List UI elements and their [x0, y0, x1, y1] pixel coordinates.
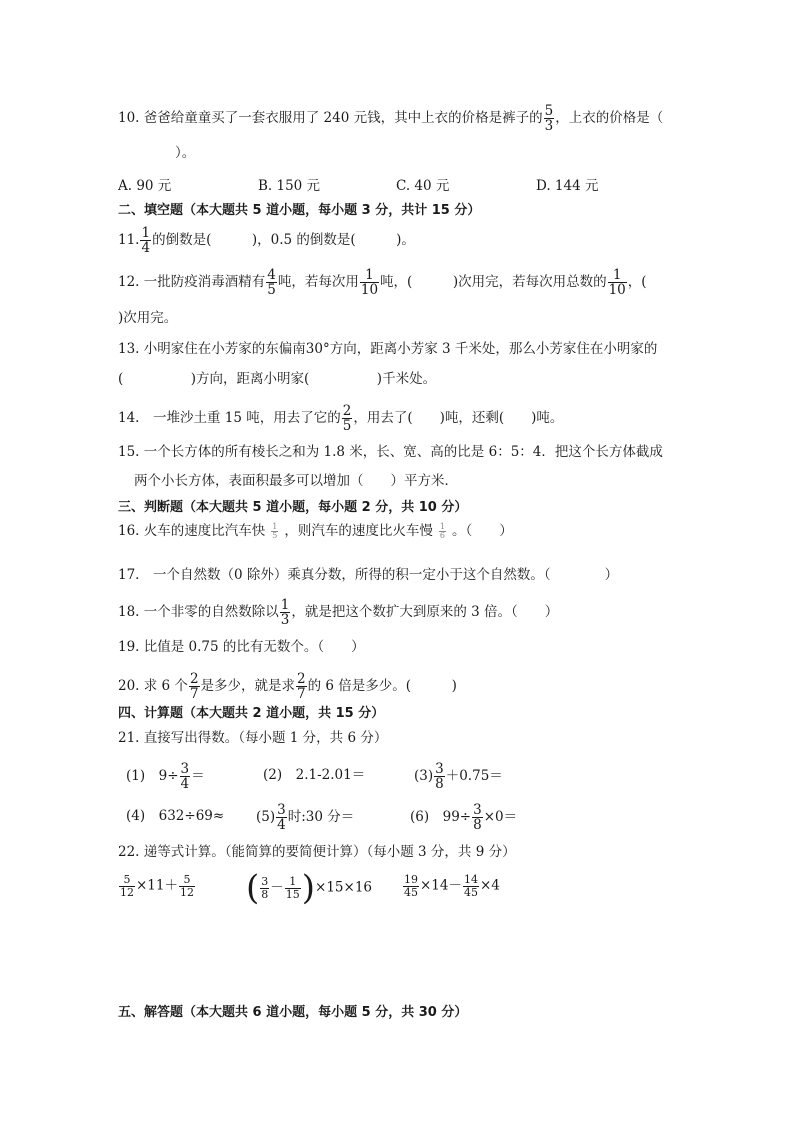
question-18: 18. 一个非零的自然数除以 $\frac{1}{3}$ ，就是把这个数扩大到原来的 3 倍。（ ）: [118, 597, 559, 629]
q11-fraction: $\frac{1}{4}$: [141, 225, 151, 257]
q22-e1-fraction-2: $\frac{5}{12}$: [180, 873, 194, 899]
q21-item-3-fraction: $\frac{3}{8}$: [435, 761, 444, 793]
q21-item-5-fraction: $\frac{3}{4}$: [277, 802, 286, 834]
q12-fraction-3: $\frac{1}{10}$: [608, 267, 626, 299]
q21-item-3: (3) $\frac{3}{8}$ ＋0.75＝: [414, 761, 503, 793]
option-c[interactable]: C. 40 元: [396, 178, 450, 194]
question-10-options: [118, 177, 638, 195]
q16-fraction-1: $\frac{1}{5}$: [272, 521, 278, 540]
section-4-heading: 四、计算题（本大题共 2 道小题，共 15 分）: [118, 706, 385, 721]
section-3-heading: 三、判断题（本大题共 5 道小题，每小题 2 分，共 10 分）: [118, 500, 468, 515]
q12-fraction-2: $\frac{1}{10}$: [360, 267, 379, 299]
section-5-heading: 五、解答题（本大题共 6 道小题，每小题 5 分，共 30 分）: [118, 1005, 468, 1020]
q22-expression-2: ( $\frac{3}{8}$ － $\frac{1}{15}$ )×15×16: [246, 868, 373, 908]
q21-item-2: (2) 2.1-2.01＝: [263, 767, 366, 783]
question-19: 19. 比值是 0.75 的比有无数个。（ ）: [118, 639, 365, 655]
option-d[interactable]: D. 144 元: [536, 178, 599, 194]
q14-fraction: $\frac{2}{5}$: [342, 403, 352, 435]
q18-fraction: $\frac{1}{3}$: [280, 597, 290, 629]
question-13-line-2: ( )方向，距离小明家( )千米处。: [118, 371, 437, 387]
q22-e1-fraction-1: $\frac{5}{12}$: [120, 873, 134, 899]
q16-fraction-2: $\frac{1}{6}$: [439, 521, 445, 540]
question-11: 11. $\frac{1}{4}$ 的倒数是( )，0.5 的倒数是( )。: [118, 225, 415, 257]
q10-text: 10. 爸爸给童童买了一套衣服用了 240 元钱，其中上衣的价格是裤子的: [118, 110, 543, 127]
question-15-line-1: 15. 一个长方体的所有棱长之和为 1.8 米，长、宽、高的比是 6：5：4．把这个长方体截成: [118, 444, 663, 460]
question-22-title: 22. 递等式计算。（能简算的要简便计算）（每小题 3 分，共 9 分）: [118, 844, 516, 860]
question-14: 14. 一堆沙土重 15 吨，用去了它的 $\frac{2}{5}$ ，用去了( )吨，还剩( )吨。: [118, 403, 564, 435]
q21-item-1: (1) 9÷ $\frac{3}{4}$ ＝: [126, 761, 205, 793]
question-21-title: 21. 直接写出得数。（每小题 1 分，共 6 分）: [118, 730, 388, 746]
q22-e2-fraction-2: $\frac{1}{15}$: [285, 874, 300, 901]
q22-e3-fraction-1: $\frac{19}{45}$: [404, 873, 418, 899]
q21-item-4: (4) 632÷69≈: [126, 808, 225, 824]
left-parenthesis: (: [246, 868, 260, 908]
q22-e2-fraction-1: $\frac{3}{8}$: [261, 874, 269, 901]
q21-item-6-fraction: $\frac{3}{8}$: [473, 802, 482, 834]
question-12: 12. 一批防疫消毒酒精有 $\frac{4}{5}$ 吨，若每次用 $\frac{1}{10}$ 吨，( )次用完，若每次用总数的 $\frac{1}{10}$ ，(: [118, 267, 647, 299]
q20-fraction-1: $\frac{2}{7}$: [189, 671, 199, 703]
question-16: 16. 火车的速度比汽车快 $\frac{1}{5}$ ，则汽车的速度比火车慢 $\frac{1}{6}$ 。（ ）: [118, 521, 513, 540]
q21-item-1-fraction: $\frac{3}{4}$: [180, 761, 190, 793]
question-12-continuation: )次用完。: [118, 310, 178, 326]
q10-fraction: $\frac{5}{3}$: [544, 103, 554, 135]
q22-e3-fraction-2: $\frac{14}{45}$: [464, 873, 478, 899]
q21-item-6: (6) 99÷ $\frac{3}{8}$ ×0＝: [410, 802, 518, 834]
question-15-line-2: 两个小长方体，表面积最多可以增加（ ）平方米．: [134, 473, 458, 489]
q22-expression-1: $\frac{5}{12}$ ×11＋ $\frac{5}{12}$: [120, 873, 194, 899]
q12-fraction-1: $\frac{4}{5}$: [267, 267, 276, 299]
option-b[interactable]: B. 150 元: [258, 178, 321, 194]
section-2-heading: 二、填空题（本大题共 5 道小题，每小题 3 分，共计 15 分）: [118, 203, 481, 218]
q10-text-tail: ，上衣的价格是（: [555, 110, 664, 127]
question-13-line-1: 13. 小明家住在小芳家的东偏南30°方向，距离小芳家 3 千米处，那么小芳家住在小明家的: [118, 341, 658, 357]
question-10: [118, 104, 663, 133]
option-a[interactable]: A. 90 元: [118, 178, 172, 194]
question-10-continuation: ）。: [175, 145, 196, 161]
right-parenthesis: ): [301, 868, 316, 908]
question-17: 17. 一个自然数（0 除外）乘真分数，所得的积一定小于这个自然数。（ ）: [118, 567, 619, 583]
question-20: 20. 求 6 个 $\frac{2}{7}$ 是多少，就是求 $\frac{2}{7}$ 的 6 倍是多少。( ): [118, 671, 457, 703]
q21-item-5: (5) $\frac{3}{4}$ 时:30 分＝: [256, 802, 355, 834]
q22-expression-3: $\frac{19}{45}$ ×14－ $\frac{14}{45}$ ×4: [404, 873, 500, 899]
q20-fraction-2: $\frac{2}{7}$: [297, 671, 306, 703]
